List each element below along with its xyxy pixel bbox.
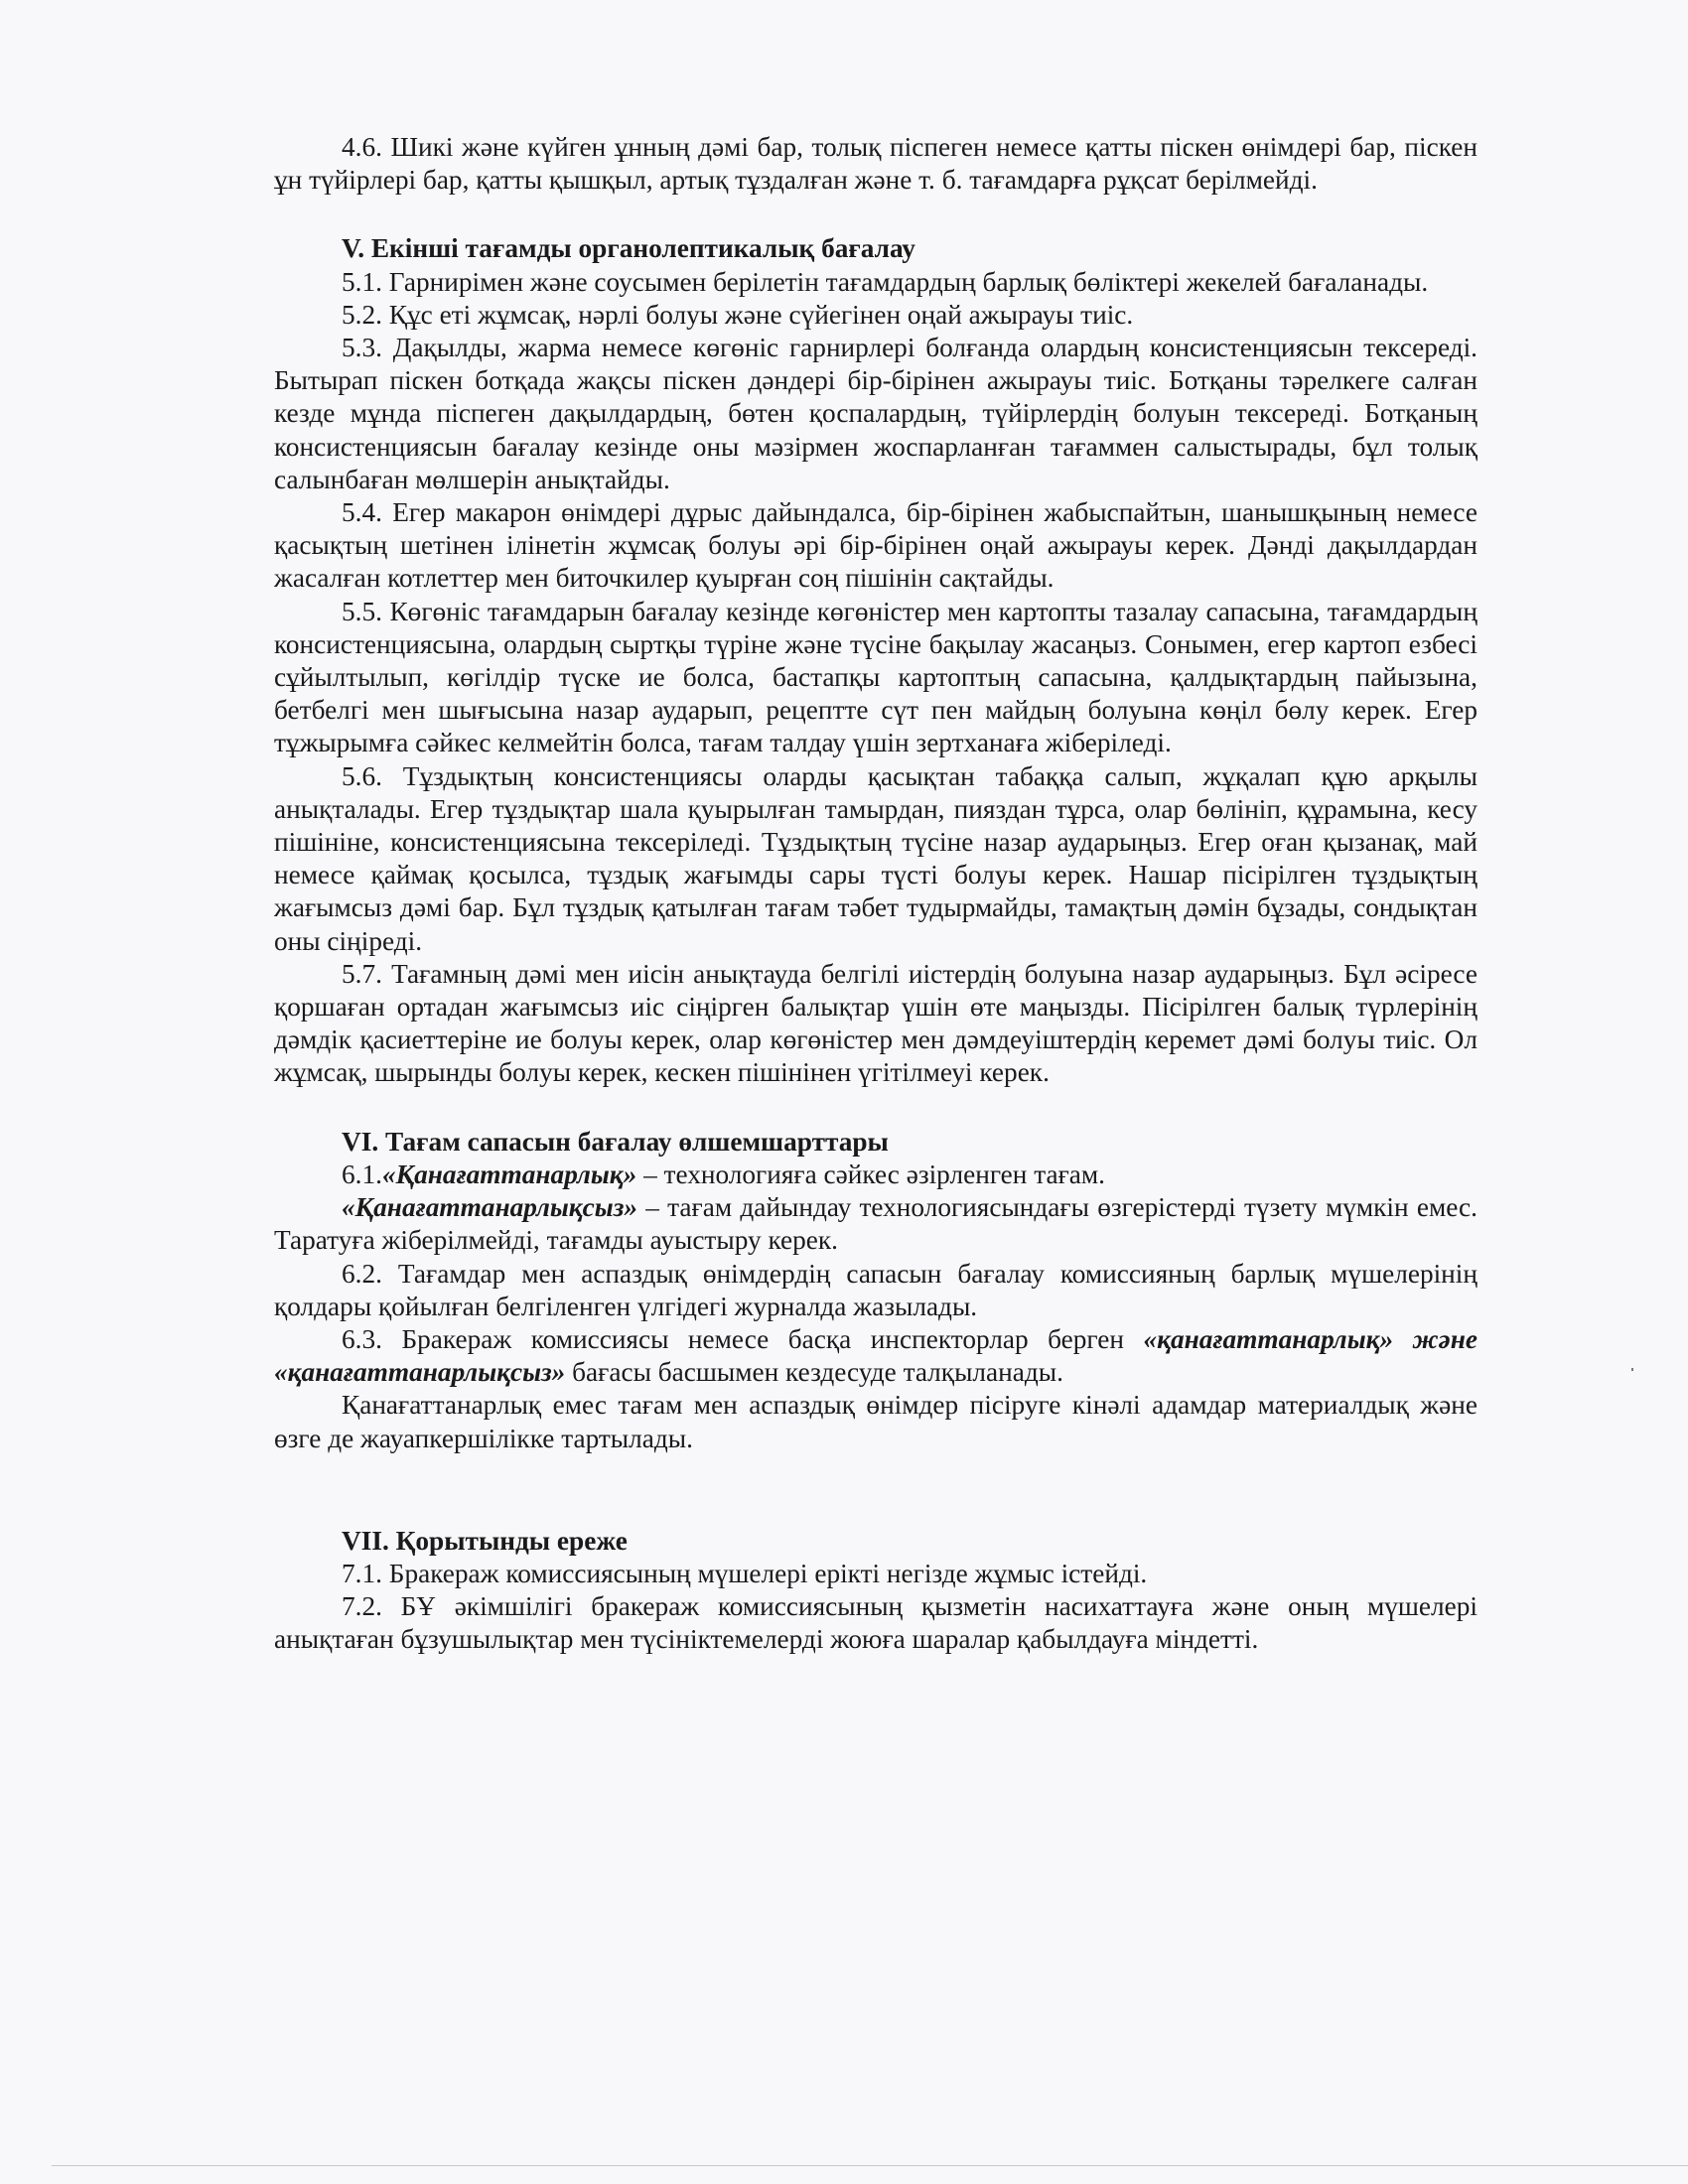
paragraph-6-4: Қанағаттанарлық емес тағам мен аспаздық өнімдер пісіруге кінәлі адамдар материалдық және өзге де жауапкершілікке тартылады. <box>274 1390 1477 1453</box>
paragraph-5-5: 5.5. Көгөніс тағамдарын бағалау кезінде көгөністер мен картопты тазалау сапасына, тағамдардың консистенциясына, олардың сыртқы түріне және түсіне бақылау жасаңыз. Сонымен, егер картоп езбесі сұйылтылып, көгілдір түске ие болса, бастапқы картоптың сапасына, қалдықтардың пайызына, бетбелгі мен шығысына назар аударып, рецептте сүт пен майдың болуына көңіл бөлу керек. Егер тұжырымға сәйкес келмейтін болса, тағам талдау үшін зертханаға жіберіледі. <box>274 596 1477 758</box>
paragraph-6-3 <box>274 1323 1477 1389</box>
paragraph-6-1-unsatisfactory-text: – тағам дайындау технологиясындағы өзгерістерді түзету мүмкін емес. Таратуға жіберілмейді, тағамды ауыстыру керек. <box>274 1192 1477 1256</box>
paragraph-5-3: 5.3. Дақылды, жарма немесе көгөніс гарнирлері болғанда олардың консистенциясын тексереді. Бытырап піскен ботқада жақсы піскен дәндері бір-бірінен ажырауы тиіс. Ботқаны тәрелкеге салған кезде мұнда піспеген дақылдардың, бөтен қоспалардың, түйірлердің болуын тексереді. Ботқаның консистенциясын бағалау кезінде оны мәзірмен жоспарланған тағаммен салыстырады, бұл толық салынбаған мөлшерін анықтайды. <box>274 333 1477 494</box>
term-satisfactory: «Қанағаттанарлық» <box>381 1159 637 1189</box>
paragraph-6-1-number: 6.1. <box>342 1159 382 1189</box>
document-body <box>274 131 1477 1657</box>
section-5-heading: V. Екінші тағамды органолептикалық бағалау <box>342 233 915 264</box>
paragraph-5-1: 5.1. Гарнирімен және соусымен берілетін тағамдардың барлық бөліктері жекелей бағаланады. <box>342 266 1429 297</box>
term-grades: «қанағаттанарлық» және «қанағаттанарлықсыз» <box>274 1323 1477 1388</box>
paragraph-6-3-text: 6.3. Бракераж комиссиясы немесе басқа инспекторлар берген <box>342 1323 1144 1354</box>
paragraph-6-1-unsatisfactory <box>274 1191 1477 1257</box>
section-7-heading: VII. Қорытынды ереже <box>342 1525 628 1556</box>
scan-speck <box>1631 1368 1633 1371</box>
paragraph-6-1 <box>274 1159 1477 1191</box>
section-6-heading: VI. Тағам сапасын бағалау өлшемшарттары <box>342 1126 889 1157</box>
paragraph-7-2: 7.2. БҰ әкімшілігі бракераж комиссиясының қызметін насихаттауға және оның мүшелері анықтаған бұзушылықтар мен түсініктемелерді жоюға шаралар қабылдауға міндетті. <box>274 1591 1477 1655</box>
term-unsatisfactory: «Қанағаттанарлықсыз» <box>342 1192 637 1223</box>
paragraph-7-1: 7.1. Бракераж комиссиясының мүшелері ерікті негізде жұмыс істейді. <box>342 1558 1148 1588</box>
paragraph-5-7: 5.7. Тағамның дәмі мен иісін анықтауда белгілі иістердің болуына назар аударыңыз. Бұл әсіресе қоршаған ортадан жағымсыз иіс сіңірген балықтар үшін өте маңызды. Пісірілген балық түрлерінің дәмдік қасиеттеріне ие болуы керек, олар көгөністер мен дәмдеуіштердің керемет дәмі болуы тиіс. Ол жұмсақ, шырынды болуы керек, кескен пішінінен үгітілмеуі керек. <box>274 958 1477 1088</box>
paragraph-5-6: 5.6. Тұздықтың консистенциясы оларды қасықтан табаққа салып, жұқалап құю арқылы анықталады. Егер тұздықтар шала қуырылған тамырдан, пияздан тұрса, олар бөлініп, құрамына, кесу пішініне, консистенциясына тексеріледі. Тұздықтың түсіне назар аударыңыз. Егер оған қызанақ, май немесе қаймақ қосылса, тұздық жағымды сары түсті болуы керек. Нашар пісірілген тұздықтың жағымсыз дәмі бар. Бұл тұздық қатылған тағам тәбет тудырмайды, тамақтың дәмін бұзады, сондықтан оны сіңіреді. <box>274 760 1477 956</box>
paragraph-5-4: 5.4. Егер макарон өнімдері дұрыс дайындалса, бір-бірінен жабыспайтын, шанышқының немесе қасықтың шетінен ілінетін жұмсақ болуы әрі бір-бірінен оңай ажырауы керек. Дәнді дақылдардан жасалған котлеттер мен биточкилер қуырған соң пішінін сақтайды. <box>274 497 1477 594</box>
paragraph-6-2: 6.2. Тағамдар мен аспаздық өнімдердің сапасын бағалау комиссияның барлық мүшелерінің қолдары қойылған белгіленген үлгідегі журналда жазылады. <box>274 1258 1477 1321</box>
paragraph-6-1-text: – технологияға сәйкес әзірленген тағам. <box>636 1159 1105 1189</box>
paragraph-5-2: 5.2. Құс еті жұмсақ, нәрлі болуы және сүйегінен оңай ажырауы тиіс. <box>342 299 1134 330</box>
scan-bottom-edge <box>52 2165 1688 2166</box>
paragraph-4-6: 4.6. Шикі және күйген ұнның дәмі бар, толық піспеген немесе қатты піскен өнімдері бар, піскен ұн түйірлері бар, қатты қышқыл, артық тұздалған және т. б. тағамдарға рұқсат берілмейді. <box>274 132 1477 196</box>
paragraph-6-3-tail: бағасы басшымен кездесуде талқыланады. <box>565 1357 1063 1388</box>
